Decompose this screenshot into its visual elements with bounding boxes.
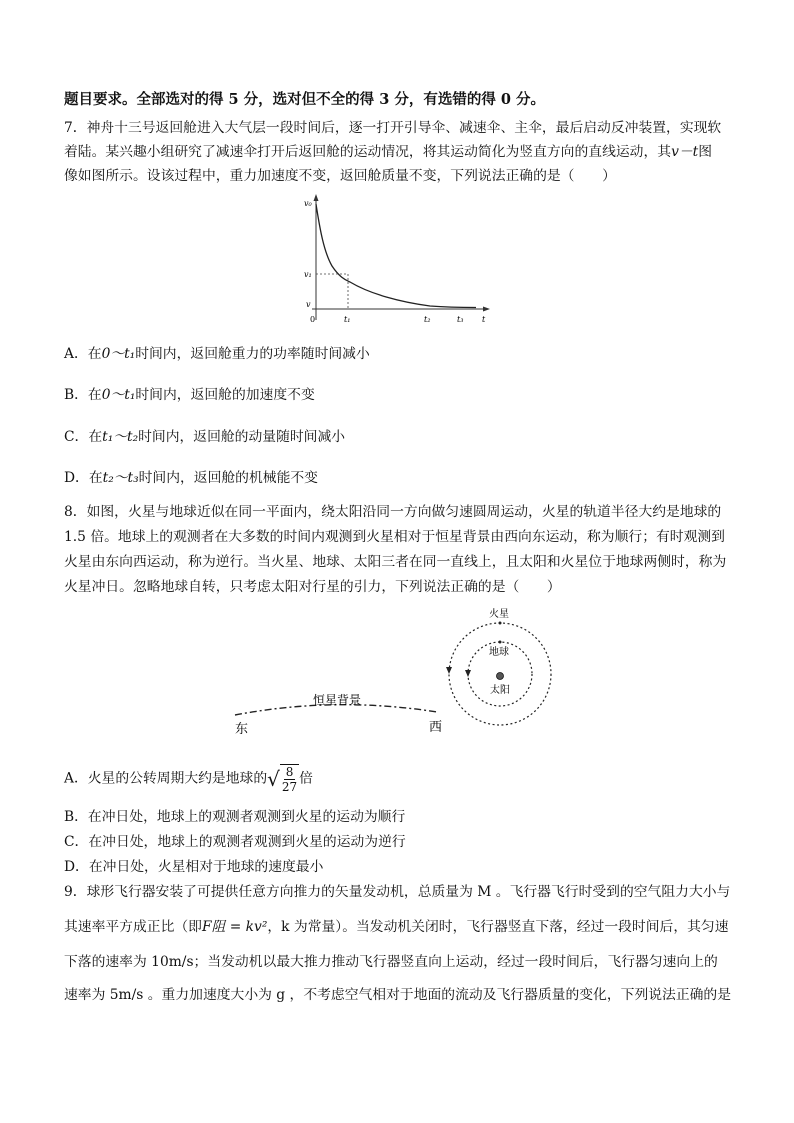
q9-line-3: 下落的速率为 10m/s；当发动机以最大推力推动飞行器竖直向上运动，经过一段时间后，飞行器匀速向上的 bbox=[64, 954, 718, 970]
option-d-prefix: D．在 bbox=[64, 470, 103, 486]
option-a-suffix: 倍 bbox=[299, 770, 313, 787]
mars-label: 火星 bbox=[489, 609, 509, 620]
q9-line-2-end: ，k 为常量）。当发动机关闭时，飞行器竖直下落，经过一段时间后，其匀速 bbox=[267, 919, 729, 935]
mars-opposition-figure bbox=[225, 604, 555, 744]
option-a-text: 时间内，返回舱重力的功率随时间减小 bbox=[135, 346, 370, 362]
origin-label: 0 bbox=[310, 315, 316, 324]
q8-option-b: B．在冲日处，地球上的观测者观测到火星的运动为顺行 bbox=[64, 809, 406, 825]
y-axis-arrow bbox=[314, 194, 319, 201]
denominator: 27 bbox=[281, 780, 298, 794]
drag-formula: F阻 = kv² bbox=[201, 919, 268, 935]
v2-label: v bbox=[306, 300, 311, 309]
q9-line-4: 速率为 5m/s 。重力加速度大小为 g ，不考虑空气相对于地面的流动及飞行器质量的变化，下列说法正确的是 bbox=[64, 987, 732, 1003]
option-c-prefix: C．在 bbox=[64, 429, 103, 445]
q8-line-1: 8．如图，火星与地球近似在同一平面内，绕太阳沿同一方向做匀速圆周运动，火星的轨道半径大约是地球的 bbox=[64, 504, 722, 520]
x-axis-arrow bbox=[483, 307, 490, 312]
q7-line-2-text: 着陆。某兴趣小组研究了减速伞打开后返回舱的运动情况，将其运动简化为竖直方向的直线运动，其 bbox=[64, 144, 672, 160]
mars-orbit-arrow bbox=[446, 667, 452, 674]
q7-option-b bbox=[64, 385, 315, 405]
q9-line-1: 9．球形飞行器安装了可提供任意方向推力的矢量发动机，总质量为 M 。飞行器飞行时受到的空气阻力大小与 bbox=[64, 884, 731, 900]
option-a-prefix: A．在 bbox=[64, 346, 102, 362]
earth-orbit-arrow bbox=[465, 670, 471, 677]
q7-option-d bbox=[64, 468, 318, 488]
q8-option-d: D．在冲日处，火星相对于地球的速度最小 bbox=[64, 859, 324, 875]
q8-option-a bbox=[64, 764, 313, 794]
v1-label: v₁ bbox=[304, 270, 312, 279]
q9-line-2-start: 其速率平方成正比（即 bbox=[64, 919, 202, 935]
option-b-prefix: B．在 bbox=[64, 387, 102, 403]
q7-line-2 bbox=[64, 142, 712, 162]
numerator: 8 bbox=[285, 765, 294, 779]
velocity-curve bbox=[316, 204, 476, 308]
star-background-label: 恒星背景 bbox=[313, 693, 362, 707]
q9-line-2 bbox=[64, 917, 729, 937]
option-c-range: t₁～t₂ bbox=[102, 429, 139, 445]
t3-label: t₃ bbox=[457, 315, 464, 324]
sqrt-sign: √ bbox=[267, 767, 280, 791]
option-a-text: A．火星的公转周期大约是地球的 bbox=[64, 770, 268, 787]
q7-line-3: 像如图所示。设该过程中，重力加速度不变，返回舱质量不变，下列说法正确的是（ ） bbox=[64, 168, 616, 184]
sun-label: 太阳 bbox=[490, 685, 510, 696]
radicand bbox=[280, 764, 299, 794]
option-d-range: t₂～t₃ bbox=[102, 470, 139, 486]
sqrt-fraction bbox=[267, 764, 299, 794]
q7-option-c bbox=[64, 427, 345, 447]
fraction bbox=[282, 765, 297, 794]
v0-label: v₀ bbox=[304, 199, 312, 208]
vt-graph bbox=[300, 190, 495, 328]
earth-label: 地球 bbox=[489, 647, 509, 658]
option-d-text: 时间内，返回舱的机械能不变 bbox=[138, 470, 318, 486]
mars-dot bbox=[499, 622, 502, 625]
q7-line-1: 7．神舟十三号返回舱进入大气层一段时间后，逐一打开引导伞、减速伞、主伞，最后启动反冲装置，实现软 bbox=[64, 120, 722, 136]
west-label: 西 bbox=[429, 720, 443, 735]
east-label: 东 bbox=[235, 722, 249, 737]
vt-symbol: v－t bbox=[671, 144, 699, 160]
q7-option-a bbox=[64, 344, 370, 364]
q8-option-c: C．在冲日处，地球上的观测者观测到火星的运动为逆行 bbox=[64, 834, 406, 850]
t-axis-label: t bbox=[482, 315, 486, 324]
option-c-text: 时间内，返回舱的动量随时间减小 bbox=[138, 429, 346, 445]
q7-line-2-end: 图 bbox=[698, 144, 712, 160]
option-b-text: 时间内，返回舱的加速度不变 bbox=[135, 387, 315, 403]
earth-dot bbox=[499, 641, 502, 644]
q8-line-3: 火星由东向西运动，称为逆行。当火星、地球、太阳三者在同一直线上，且太阳和火星位于地球两侧时，称为 bbox=[64, 554, 727, 570]
option-b-range: 0～t₁ bbox=[101, 387, 136, 403]
q8-line-2: 1.5 倍。地球上的观测者在大多数的时间内观测到火星相对于恒星背景由西向东运动，称为顺行；有时观测到 bbox=[64, 529, 725, 545]
option-a-range: 0～t₁ bbox=[101, 346, 136, 362]
t1-label: t₁ bbox=[344, 315, 351, 324]
t2-label: t₂ bbox=[424, 315, 431, 324]
sun-dot bbox=[497, 673, 504, 680]
section-instruction: 题目要求。全部选对的得 5 分，选对但不全的得 3 分，有选错的得 0 分。 bbox=[64, 91, 546, 108]
q8-line-4: 火星冲日。忽略地球自转，只考虑太阳对行星的引力，下列说法正确的是（ ） bbox=[64, 579, 561, 595]
